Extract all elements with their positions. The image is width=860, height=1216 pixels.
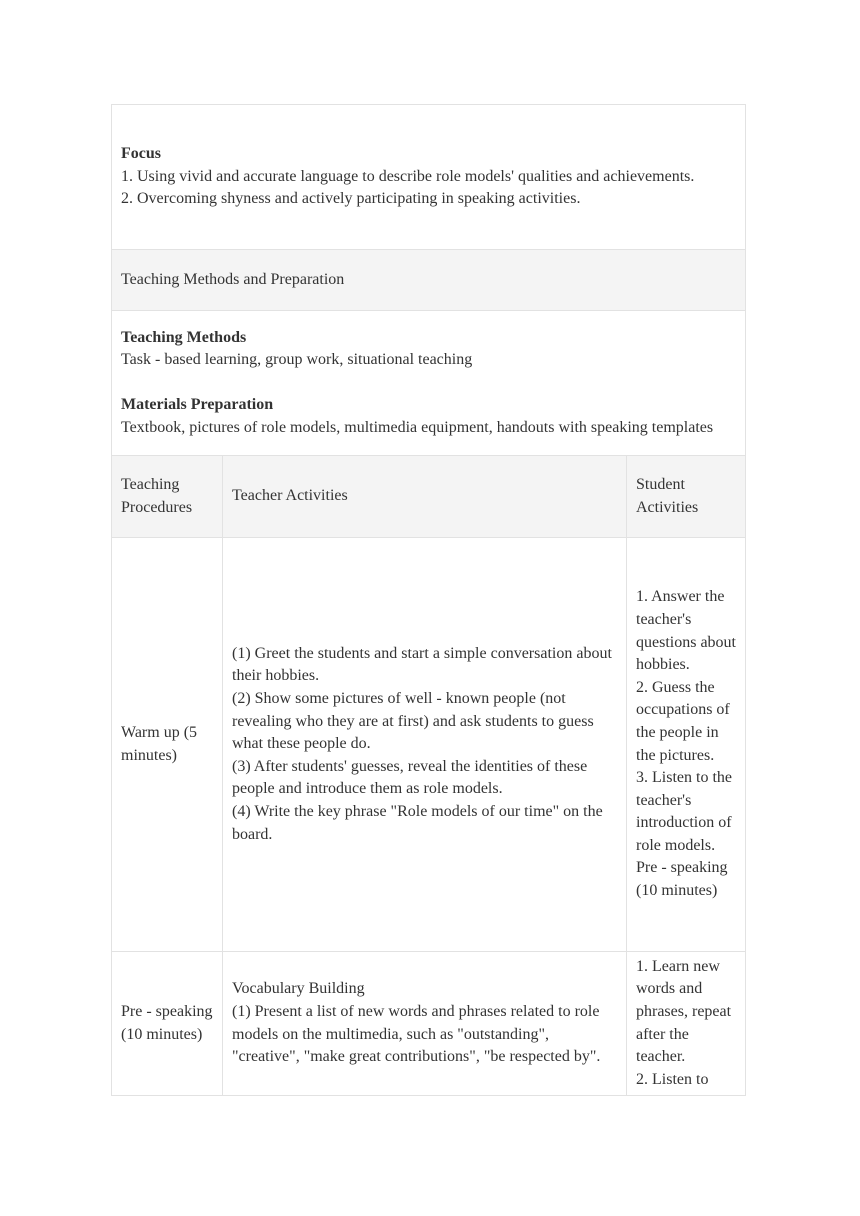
teacher-activities-cell [223, 538, 627, 952]
methods-heading-row [112, 250, 746, 311]
student-activities-cell [627, 538, 746, 952]
teacher-activities-cell [223, 952, 627, 1096]
stage-cell: Warm up (5 minutes) [112, 538, 223, 952]
methods-row [112, 311, 746, 456]
column-header: Teacher Activities [223, 456, 627, 538]
lesson-plan-table [111, 104, 746, 1096]
student-activity: 1. Answer the teacher's questions about hobbies. [636, 588, 736, 674]
focus-item: 2. Overcoming shyness and actively participating in speaking activities. [121, 190, 581, 208]
student-activity: 3. Listen to the teacher's introduction of role models. [636, 769, 732, 854]
materials-label: Materials Preparation [121, 396, 274, 414]
teacher-activity: Vocabulary Building [232, 980, 365, 998]
materials-text: Textbook, pictures of role models, multimedia equipment, handouts with speaking templates [121, 418, 714, 436]
spacer [121, 372, 736, 395]
student-activity: 1. Learn new words and phrases, repeat after the teacher. [636, 957, 732, 1066]
teacher-activity: (2) Show some pictures of well - known people (not revealing who they are at first) and ask students to guess what these people do. [232, 690, 594, 753]
table-row [112, 952, 746, 1096]
column-header: Student Activities [627, 456, 746, 538]
teacher-activity: (4) Write the key phrase "Role models of our time" on the board. [232, 802, 603, 843]
teacher-activity: (3) After students' guesses, reveal the identities of these people and introduce them as role models. [232, 757, 588, 798]
procedure-header-row [112, 456, 746, 538]
student-activity: 2. Listen to [636, 1070, 709, 1088]
student-activities-cell [627, 952, 746, 1096]
teacher-activity: (1) Greet the students and start a simple conversation about their hobbies. [232, 644, 612, 685]
focus-row [112, 105, 746, 250]
methods-text: Task - based learning, group work, situational teaching [121, 351, 473, 369]
focus-item: 1. Using vivid and accurate language to describe role models' qualities and achievements. [121, 167, 695, 185]
teacher-activity: (1) Present a list of new words and phrases related to role models on the multimedia, such as "outstanding", "creative", "make great contributions", "be respected by". [232, 1002, 601, 1066]
section-heading: Teaching Methods and Preparation [112, 250, 746, 311]
focus-heading: Focus [121, 145, 161, 163]
methods-label: Teaching Methods [121, 328, 247, 346]
student-activity: Pre - speaking (10 minutes) [636, 859, 728, 900]
column-header: Teaching Procedures [112, 456, 223, 538]
methods-cell [112, 311, 746, 456]
student-activity: 2. Guess the occupations of the people in the pictures. [636, 678, 730, 764]
stage-cell: Pre - speaking (10 minutes) [112, 952, 223, 1096]
table-row [112, 538, 746, 952]
focus-cell [112, 105, 746, 250]
